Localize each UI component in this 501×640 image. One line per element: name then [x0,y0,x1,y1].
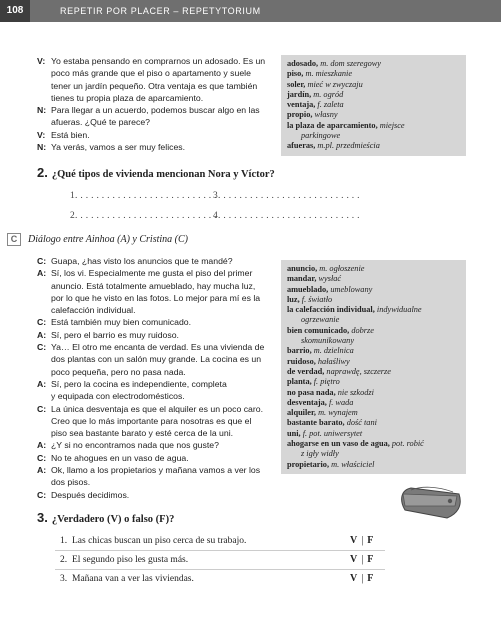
vocab-translation: naprawdę, szczerze [326,366,391,376]
vocab-word: adosado, [287,59,319,68]
vocab-translation: m. właściciel [331,459,375,469]
vocab-word: uni, [287,428,301,438]
row-divider [55,569,385,570]
true-false-item [60,536,390,546]
vocab-word: anuncio, [287,264,318,273]
vocab-word: piso, [287,69,304,79]
dialogue-line: y equipada con electrodomésticos. [51,391,185,402]
question-number: 2. [37,165,48,180]
wallet-icon [397,484,467,524]
dialogue-2-title: Diálogo entre Ainhoa (A) y Cristina (C) [28,234,188,245]
item-text: El segundo piso les gusta más. [72,555,189,565]
vocab-translation: indywidualne [376,305,422,315]
vocab-translation: m. dom szeregowy [320,59,381,68]
dialogue-2 [37,255,272,501]
vocab-translation: m.pl. przedmieścia [317,141,380,151]
vocab-translation: m. dzielnica [313,346,354,356]
vocab-translation: mieć w zwyczaju [307,79,363,89]
dialogue-line: por lo que he visto en las fotos. Lo mejor para mí es la [51,292,261,303]
dialogue-line: dos pisos. [51,477,91,488]
speaker: A: [37,465,47,476]
dialogue-line: Sí, pero la cocina es independiente, completa [51,378,227,389]
speaker: C: [37,317,47,328]
dialogue-line: calefacción individual. [51,305,136,316]
item-text: Mañana van a ver las viviendas. [72,574,194,584]
speaker: V: [37,129,46,140]
vocab-translation: f. zaleta [317,100,344,110]
vocab-translation: hałaśliwy [317,356,350,366]
false-option[interactable]: F [367,535,374,546]
speaker: A: [37,378,47,389]
vocab-translation: nie szkodzi [337,387,374,397]
dialogue-line: Está bien. [51,129,90,140]
vocabulary-box-1 [281,55,466,156]
vocab-translation: f. piętro [313,377,340,387]
question-number: 3. [37,510,48,525]
page-header [0,0,501,22]
vocab-word: mandar, [287,274,317,284]
speaker: C: [37,489,47,500]
true-false-item [60,555,390,565]
dialogue-line: poco pequeña, pero no pasa nada. [51,366,186,377]
dialogue-1 [37,55,272,153]
vocab-translation: miejsce [379,120,405,130]
question-2-title [37,165,275,180]
item-number: 2. [60,555,68,565]
true-option[interactable]: V [350,554,358,565]
true-option[interactable]: V [350,573,358,584]
vocab-word: soler, [287,79,306,89]
dialogue-line: Ya verás, vamos a ser muy felices. [51,142,186,153]
page-number: 108 [0,0,30,22]
true-false-choice [350,535,373,546]
false-option[interactable]: F [367,573,374,584]
divider: | [361,535,364,546]
dialogue-line: poco más grande que el piso o apartamento y suele [51,68,251,79]
true-false-choice [350,573,373,584]
vocab-word: desventaja, [287,397,327,407]
dialogue-line: piso sea bastante barato y esté cerca de la uni. [51,428,234,439]
row-divider [55,550,385,551]
vocab-word: planta, [287,377,312,387]
dialogue-line: Sí, pero el barrio es muy ruidoso. [51,329,179,340]
dialogue-line: La única desventaja es que el alquiler es un poco caro. [51,403,264,414]
vocab-word: alquiler, [287,408,316,418]
vocab-translation: pot. robić [391,439,424,449]
vocab-translation: f. wada [328,397,354,407]
vocab-word: ahogarse en un vaso de agua, [287,439,390,449]
vocab-translation: m. wynajem [318,408,358,418]
dialogue-line: Después decidimos. [51,489,130,500]
item-number: 3. [60,574,68,584]
speaker: C: [37,342,47,353]
vocab-translation: własny [314,110,338,120]
vocab-translation: m. ogłoszenie [319,264,365,273]
vocab-word: ruidoso, [287,356,316,366]
vocabulary-box-2 [281,260,466,474]
speaker: N: [37,105,47,116]
vocab-translation: m. mieszkanie [305,69,352,79]
dialogue-line: anuncio. Está totalmente amueblado, hay mucha luz, [51,280,256,291]
speaker: C: [37,452,47,463]
speaker: A: [37,268,47,279]
vocab-word: afueras, [287,141,316,151]
vocab-word: bastante barato, [287,418,345,428]
section-c-marker: C [7,233,21,246]
vocab-word: ventaja, [287,100,316,110]
vocab-word: amueblado, [287,284,329,294]
dialogue-line: dos plantas con un salón muy grande. La cocina es un [51,354,262,365]
speaker: A: [37,329,47,340]
question-text: ¿Verdadero (V) o falso (F)? [51,514,175,525]
dialogue-line: afueras. ¿Qué te parece? [51,117,150,128]
dialogue-line: Para llegar a un acuerdo, podemos buscar algo en las [51,105,260,116]
item-text: Las chicas buscan un piso cerca de su trabajo. [72,536,247,546]
true-false-item [60,574,390,584]
vocab-word: bien comunicado, [287,325,350,335]
speaker: V: [37,56,46,66]
vocab-word: luz, [287,294,300,304]
vocab-word: barrio, [287,346,312,356]
vocab-translation: z igły widły [301,449,339,459]
vocab-translation: f. światło [301,294,333,304]
answer-blank-1[interactable]: 1. . . . . . . . . . . . . . . . . . . . . . . . . . . [70,191,217,201]
vocab-translation: dość tani [346,418,377,428]
dialogue-line: tienes tu propia plaza de aparcamiento. [51,92,204,103]
vocab-translation: skomunikowany [301,336,354,346]
speaker: C: [37,403,47,414]
vocab-word: jardín, [287,89,312,99]
dialogue-line: tener un jardín pequeño. Otra ventaja es que también [51,80,258,91]
header-title: REPETIR POR PLACER – REPETYTORIUM [60,6,261,16]
divider: | [361,554,364,565]
true-false-choice [350,554,373,565]
dialogue-line: No te ahogues en un vaso de agua. [51,452,189,463]
vocab-word: la calefacción individual, [287,305,375,315]
answer-blank-4[interactable]: 4. . . . . . . . . . . . . . . . . . . . . . . . . . . [213,211,360,221]
vocab-translation: f. pot. uniwersytet [302,428,363,438]
vocab-translation: umeblowany [330,284,373,294]
vocab-word: de verdad, [287,366,325,376]
dialogue-line: ¿Y si no encontramos nada que nos guste? [51,440,219,451]
speaker: C: [37,256,47,266]
speaker: N: [37,142,47,153]
item-number: 1. [60,536,68,546]
vocab-word: propio, [287,110,313,120]
vocab-translation: dobrze [351,325,374,335]
answer-blank-2[interactable]: 2. . . . . . . . . . . . . . . . . . . . . . . . . . . [70,211,217,221]
dialogue-line: Creo que lo más importante para nosotras es que el [51,415,252,426]
dialogue-line: Guapa, ¿has visto los anuncios que te mandé? [51,256,233,266]
vocab-word: propietario, [287,459,330,469]
true-option[interactable]: V [350,535,358,546]
vocab-word: la plaza de aparcamiento, [287,120,378,130]
vocab-translation: wysłać [318,274,342,284]
divider: | [361,573,364,584]
speaker: A: [37,440,47,451]
false-option[interactable]: F [367,554,374,565]
vocab-word: no pasa nada, [287,387,336,397]
vocab-translation: m. ogród [313,89,344,99]
question-3-title [37,510,174,525]
dialogue-line: Está también muy bien comunicado. [51,317,192,328]
question-text: ¿Qué tipos de vivienda mencionan Nora y Víctor? [51,169,275,180]
answer-blank-3[interactable]: 3. . . . . . . . . . . . . . . . . . . . . . . . . . . [213,191,360,201]
dialogue-line: Yo estaba pensando en comprarnos un adosado. Es un [51,56,266,66]
vocab-translation: parkingowe [301,131,341,141]
dialogue-line: Sí, los vi. Especialmente me gusta el piso del primer [51,268,253,279]
dialogue-line: Ya… El otro me encanta de verdad. Es una vivienda de [51,342,265,353]
dialogue-line: Ok, llamo a los propietarios y mañana vamos a ver los [51,465,261,476]
vocab-translation: ogrzewanie [301,315,340,325]
